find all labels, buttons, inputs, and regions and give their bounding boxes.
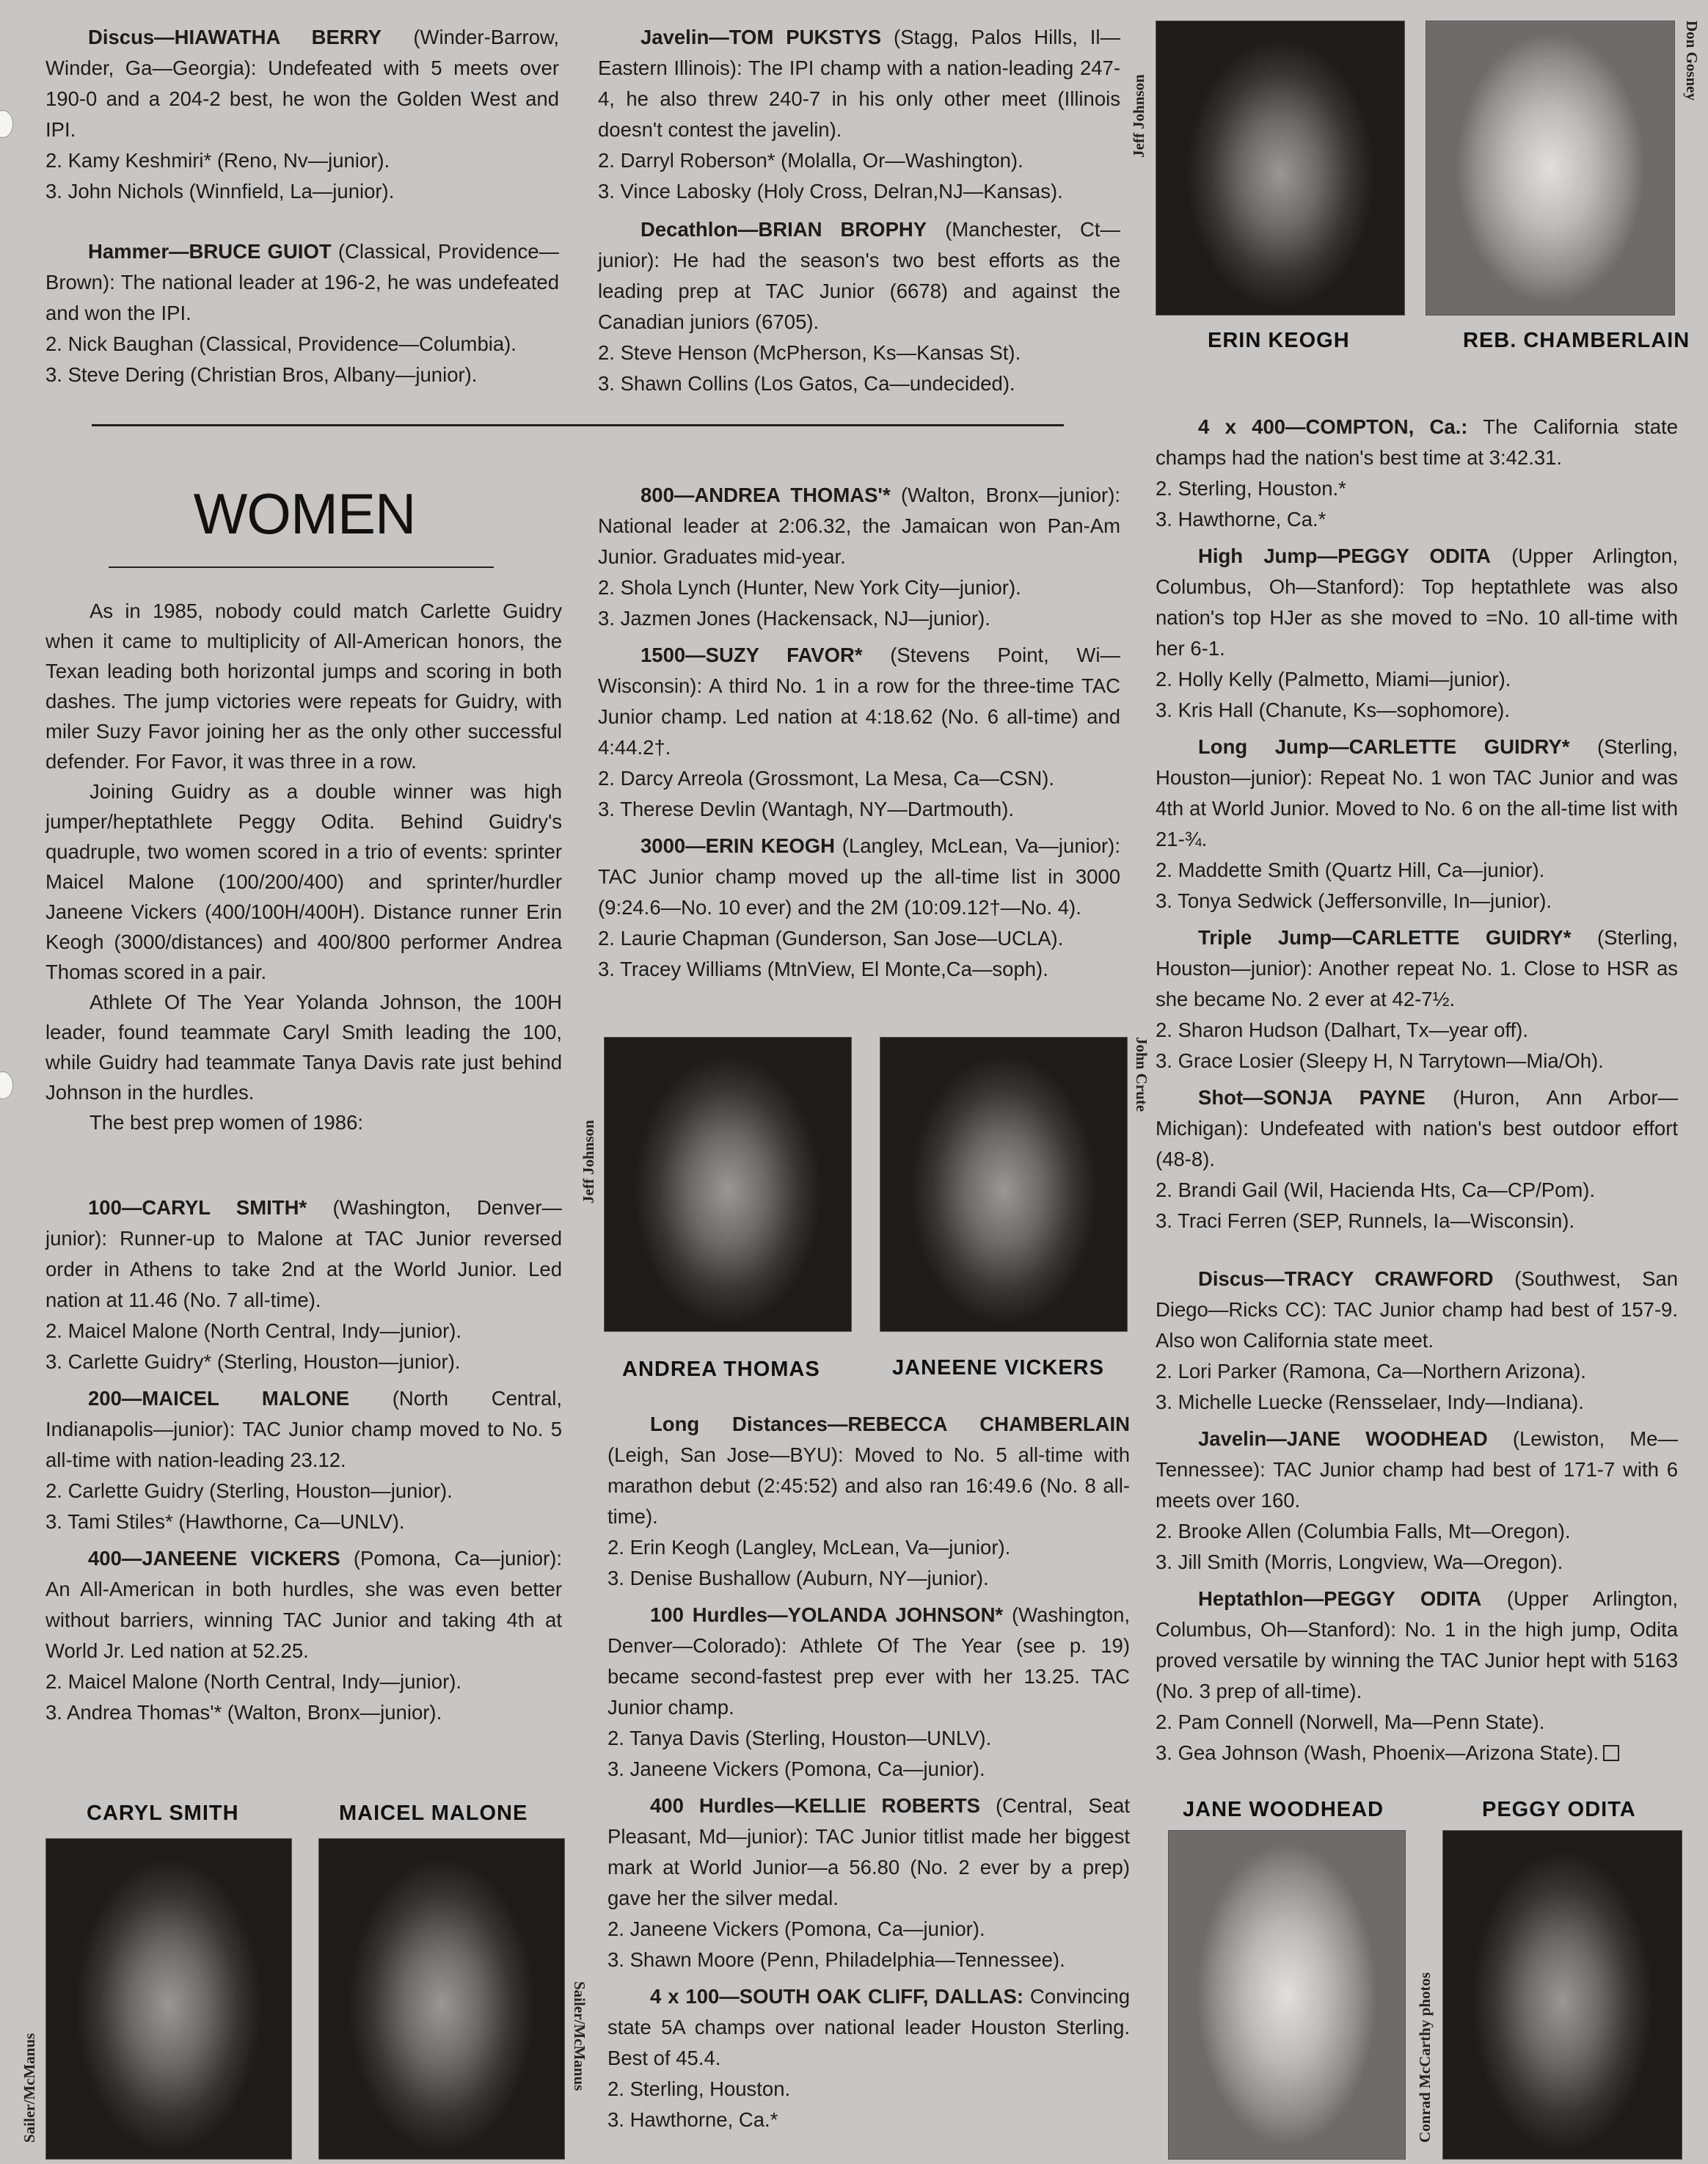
event-entry	[45, 1383, 562, 1537]
event-entry	[1156, 541, 1678, 726]
event-entry	[1156, 922, 1678, 1076]
event-title: Heptathlon—PEGGY ODITA	[1198, 1587, 1482, 1610]
event-title: 400—JANEENE VICKERS	[88, 1547, 340, 1570]
event-entry	[1156, 1584, 1678, 1768]
ranking-line: 2. Brooke Allen (Columbia Falls, Mt—Oregon).	[1156, 1520, 1571, 1542]
caption-peggy-odita: PEGGY ODITA	[1482, 1798, 1636, 1821]
punch-hole	[0, 110, 13, 138]
heading-rule	[109, 566, 494, 568]
event-description: (North Central, Indianapolis—junior): TAC Junior champ moved to No. 5 all-time with nation-leading 23.12.	[45, 1387, 563, 1471]
ranking-line: 3. Steve Dering (Christian Bros, Albany—junior).	[45, 363, 478, 386]
event-entry	[607, 1790, 1130, 1975]
ranking-line: 2. Laurie Chapman (Gunderson, San Jose—UCLA).	[598, 927, 1064, 950]
ranking-line: 2. Tanya Davis (Sterling, Houston—UNLV).	[607, 1727, 992, 1749]
ranking-line: 2. Sterling, Houston.	[607, 2077, 791, 2100]
section-divider	[92, 424, 1064, 426]
photo-janeene-vickers	[880, 1037, 1128, 1332]
ranking-line: 3. Andrea Thomas'* (Walton, Bronx—junior).	[45, 1701, 442, 1724]
event-title: Long Jump—CARLETTE GUIDRY*	[1198, 735, 1570, 758]
event-title: 4 x 100—SOUTH OAK CLIFF, DALLAS:	[650, 1985, 1024, 2008]
ranking-line: 2. Kamy Keshmiri* (Reno, Nv—junior).	[45, 149, 390, 172]
ranking-line: 3. Hawthorne, Ca.*	[1156, 508, 1326, 531]
credit-john-crute: John Crute	[1133, 1037, 1150, 1112]
ranking-line: 2. Maicel Malone (North Central, Indy—junior).	[45, 1670, 462, 1693]
ranking-line: 3. Kris Hall (Chanute, Ks—sophomore).	[1156, 699, 1510, 721]
ranking-line: 3. Tonya Sedwick (Jeffersonville, In—junior).	[1156, 889, 1552, 912]
event-entry	[1156, 1082, 1678, 1236]
caption-erin-keogh: ERIN KEOGH	[1208, 329, 1350, 352]
photo-erin-keogh	[1156, 21, 1405, 316]
ranking-line: 3. Therese Devlin (Wantagh, NY—Dartmouth).	[598, 798, 1015, 820]
event-entry	[598, 214, 1120, 399]
photo-jane-woodhead	[1168, 1830, 1406, 2160]
credit-jeff-johnson-2: Jeff Johnson	[580, 1120, 597, 1203]
intro-paragraph: As in 1985, nobody could match Carlette Guidry when it came to multiplicity of All-American honors, the Texan leading both horizontal jumps and scoring in both dashes. The jump victories were repeats for Guidry, with miler Suzy Favor joining her as the only other successful defender. For Favor, it was three in a row.	[45, 600, 562, 773]
event-title: 4 x 400—COMPTON, Ca.:	[1198, 415, 1468, 438]
ranking-line: 2. Maicel Malone (North Central, Indy—junior).	[45, 1319, 462, 1342]
ranking-line: 3. Grace Losier (Sleepy H, N Tarrytown—Mia/Oh).	[1156, 1049, 1604, 1072]
credit-don-gosney: Don Gosney	[1683, 21, 1701, 101]
event-description: (Lewiston, Me—Tennessee): TAC Junior champ had best of 171-7 with 6 meets over 160.	[1156, 1427, 1678, 1512]
event-entry	[45, 22, 559, 207]
women-column-3-bottom	[1156, 1264, 1678, 1768]
event-entry	[45, 1192, 562, 1377]
event-title: 3000—ERIN KEOGH	[640, 834, 835, 857]
credit-sailer-mcmanus-1: Sailer/McManus	[21, 2033, 38, 2143]
ranking-line: 3. Tami Stiles* (Hawthorne, Ca—UNLV).	[45, 1510, 405, 1533]
ranking-line: 3. Shawn Collins (Los Gatos, Ca—undecided).	[598, 372, 1015, 395]
event-entry	[598, 480, 1120, 634]
ranking-line: 2. Darryl Roberson* (Molalla, Or—Washington).	[598, 149, 1023, 172]
ranking-line: 2. Erin Keogh (Langley, McLean, Va—junior).	[607, 1536, 1011, 1559]
photo-rebecca-chamberlain	[1426, 21, 1675, 316]
ranking-line: 2. Sterling, Houston.*	[1156, 477, 1346, 500]
ranking-line: 2. Nick Baughan (Classical, Providence—Columbia).	[45, 332, 517, 355]
event-description: (Walton, Bronx—junior): National leader at 2:06.32, the Jamaican won Pan-Am Junior. Graduates mid-year.	[598, 484, 1121, 568]
event-title: Triple Jump—CARLETTE GUIDRY*	[1198, 926, 1572, 949]
photo-caryl-smith	[45, 1838, 292, 2160]
ranking-line: 2. Carlette Guidry (Sterling, Houston—junior).	[45, 1479, 453, 1502]
ranking-line: 2. Brandi Gail (Wil, Hacienda Hts, Ca—CP/Pom).	[1156, 1178, 1596, 1201]
event-description: (Winder-Barrow, Winder, Ga—Georgia): Undefeated with 5 meets over 190-0 and a 204-2 best, he won the Golden West and IPI.	[45, 26, 559, 141]
event-title: 400 Hurdles—KELLIE ROBERTS	[650, 1794, 980, 1817]
event-entry	[1156, 732, 1678, 917]
ranking-line: 3. Gea Johnson (Wash, Phoenix—Arizona State).	[1156, 1738, 1678, 1768]
caption-janeene-vickers: JANEENE VICKERS	[892, 1356, 1104, 1380]
ranking-line: 3. Vince Labosky (Holy Cross, Delran,NJ—Kansas).	[598, 180, 1063, 203]
ranking-line: 3. Carlette Guidry* (Sterling, Houston—junior).	[45, 1350, 461, 1373]
women-heading: WOMEN	[193, 481, 416, 546]
end-mark	[1603, 1745, 1619, 1761]
event-title: Discus—HIAWATHA BERRY	[88, 26, 382, 48]
event-description: (Sterling, Houston—junior): Repeat No. 1 won TAC Junior and was 4th at World Junior. Moved to No. 6 on the all-time list with 21-¾.	[1156, 735, 1679, 850]
event-description: (Huron, Ann Arbor—Michigan): Undefeated with nation's best outdoor effort (48-8).	[1156, 1086, 1678, 1170]
men-column-1	[45, 22, 559, 390]
event-description: (Leigh, San Jose—BYU): Moved to No. 5 all-time with marathon debut (2:45:52) and also ran 16:49.6 (No. 8 all-time).	[607, 1443, 1130, 1528]
credit-jeff-johnson-1: Jeff Johnson	[1130, 74, 1147, 158]
event-description: The California state champs had the nation's best time at 3:42.31.	[1156, 415, 1678, 469]
event-entry	[598, 831, 1120, 985]
ranking-line: 3. Denise Bushallow (Auburn, NY—junior).	[607, 1567, 989, 1589]
event-title: 1500—SUZY FAVOR*	[640, 644, 863, 666]
caption-jane-woodhead: JANE WOODHEAD	[1183, 1798, 1384, 1821]
event-entry	[607, 1981, 1130, 2135]
ranking-line: 2. Darcy Arreola (Grossmont, La Mesa, Ca—CSN).	[598, 767, 1054, 790]
event-entry	[1156, 1424, 1678, 1578]
women-column-1	[45, 1192, 562, 1728]
event-description: (Langley, McLean, Va—junior): TAC Junior champ moved up the all-time list in 3000 (9:24.6—No. 10 ever) and the 2M (10:09.12†—No. 4).	[598, 834, 1120, 919]
photo-maicel-malone	[318, 1838, 565, 2160]
ranking-line: 3. Traci Ferren (SEP, Runnels, Ia—Wisconsin).	[1156, 1209, 1575, 1232]
ranking-line: 2. Sharon Hudson (Dalhart, Tx—year off).	[1156, 1019, 1528, 1041]
event-entry	[45, 236, 559, 390]
event-description: (Southwest, San Diego—Ricks CC): TAC Junior champ had best of 157-9. Also won California state meet.	[1156, 1267, 1679, 1352]
credit-conrad-mccarthy: Conrad McCarthy photos	[1416, 1972, 1434, 2143]
event-title: Javelin—TOM PUKSTYS	[640, 26, 882, 48]
women-column-2-top	[598, 480, 1120, 985]
event-description: (Stevens Point, Wi—Wisconsin): A third No. 1 in a row for the three-time TAC Junior champ. Led nation at 4:18.62 (No. 6 all-time) and 4:44.2†.	[598, 644, 1120, 759]
punch-hole	[0, 1071, 13, 1099]
event-title: Discus—TRACY CRAWFORD	[1198, 1267, 1494, 1290]
photo-andrea-thomas	[604, 1037, 852, 1332]
event-title: 100 Hurdles—YOLANDA JOHNSON*	[650, 1603, 1004, 1626]
event-entry	[598, 22, 1120, 207]
event-entry	[607, 1600, 1130, 1785]
event-description: (Classical, Providence—Brown): The national leader at 196-2, he was undefeated and won the IPI.	[45, 240, 559, 324]
ranking-line: 2. Steve Henson (McPherson, Ks—Kansas St).	[598, 341, 1021, 364]
women-column-3-top	[1156, 412, 1678, 1236]
event-description: (Washington, Denver—Colorado): Athlete Of The Year (see p. 19) became second-fastest prep ever with her 13.25. TAC Junior champ.	[607, 1603, 1130, 1719]
ranking-line: 2. Holly Kelly (Palmetto, Miami—junior).	[1156, 668, 1511, 691]
event-title: High Jump—PEGGY ODITA	[1198, 544, 1492, 567]
caption-andrea-thomas: ANDREA THOMAS	[622, 1358, 820, 1381]
event-description: (Upper Arlington, Columbus, Oh—Stanford): No. 1 in the high jump, Odita proved versatile by winning the TAC Junior hept with 5163 (No. 3 prep of all-time).	[1156, 1587, 1678, 1702]
event-title: Decathlon—BRIAN BROPHY	[640, 218, 927, 241]
event-description: (Manchester, Ct—junior): He had the season's two best efforts as the leading prep at TAC Junior (6678) and against the Canadian juniors (6705).	[598, 218, 1120, 333]
event-title: Hammer—BRUCE GUIOT	[88, 240, 332, 263]
event-entry	[598, 640, 1120, 825]
ranking-line: 3. Tracey Williams (MtnView, El Monte,Ca—soph).	[598, 958, 1048, 980]
ranking-line: 2. Lori Parker (Ramona, Ca—Northern Arizona).	[1156, 1360, 1586, 1382]
event-entry	[45, 1543, 562, 1728]
event-description: (Central, Seat Pleasant, Md—junior): TAC Junior titlist made her biggest mark at World Junior—a 56.80 (No. 2 ever by a prep) gave her the silver medal.	[607, 1794, 1130, 1909]
event-entry	[607, 1409, 1130, 1594]
ranking-line: 2. Pam Connell (Norwell, Ma—Penn State).	[1156, 1711, 1545, 1733]
ranking-line: 3. Janeene Vickers (Pomona, Ca—junior).	[607, 1757, 985, 1780]
event-description: (Sterling, Houston—junior): Another repeat No. 1. Close to HSR as she became No. 2 ever at 42-7½.	[1156, 926, 1678, 1010]
event-entry	[1156, 1264, 1678, 1418]
event-title: 200—MAICEL MALONE	[88, 1387, 350, 1410]
ranking-line: 2. Janeene Vickers (Pomona, Ca—junior).	[607, 1917, 985, 1940]
ranking-line: 2. Shola Lynch (Hunter, New York City—junior).	[598, 576, 1021, 599]
event-description: (Stagg, Palos Hills, Il—Eastern Illinois): The IPI champ with a nation-leading 247-4, he also threw 240-7 in his only other meet (Illinois doesn't contest the javelin).	[598, 26, 1120, 141]
event-description: (Upper Arlington, Columbus, Oh—Stanford): Top heptathlete was also nation's top HJer as she moved to =No. 10 all-time with her 6-1.	[1156, 544, 1678, 660]
intro-paragraph: The best prep women of 1986:	[90, 1111, 364, 1134]
ranking-line: 2. Maddette Smith (Quartz Hill, Ca—junior).	[1156, 859, 1545, 881]
caption-caryl-smith: CARYL SMITH	[87, 1801, 239, 1825]
caption-reb-chamberlain: REB. CHAMBERLAIN	[1463, 329, 1690, 352]
men-column-2	[598, 22, 1120, 399]
caption-maicel-malone: MAICEL MALONE	[339, 1801, 528, 1825]
event-title: Long Distances—REBECCA CHAMBERLAIN	[650, 1413, 1130, 1435]
credit-sailer-mcmanus-2: Sailer/McManus	[571, 1981, 588, 2091]
women-column-2-bottom	[607, 1409, 1130, 2135]
ranking-line: 3. Jill Smith (Morris, Longview, Wa—Oregon).	[1156, 1551, 1563, 1573]
event-title: Javelin—JANE WOODHEAD	[1198, 1427, 1488, 1450]
ranking-line: 3. Shawn Moore (Penn, Philadelphia—Tennessee).	[607, 1948, 1065, 1971]
ranking-line: 3. Jazmen Jones (Hackensack, NJ—junior).	[598, 607, 990, 630]
ranking-line: 3. John Nichols (Winnfield, La—junior).	[45, 180, 395, 203]
event-description: (Pomona, Ca—junior): An All-American in both hurdles, she was even better without barriers, winning TAC Junior and taking 4th at World Jr. Led nation at 52.25.	[45, 1547, 563, 1662]
ranking-line: 3. Michelle Luecke (Rensselaer, Indy—Indiana).	[1156, 1391, 1584, 1413]
photo-peggy-odita	[1442, 1830, 1682, 2160]
event-title: Shot—SONJA PAYNE	[1198, 1086, 1426, 1109]
intro-paragraph: Joining Guidry as a double winner was high jumper/heptathlete Peggy Odita. Behind Guidry's quadruple, two women scored in a trio of events: sprinter Maicel Malone (100/200/400) and sprinter/hurdler Janeene Vickers (400/100H/400H). Distance runner Erin Keogh (3000/distances) and 400/800 performer Andrea Thomas scored in a pair.	[45, 780, 562, 983]
event-title: 800—ANDREA THOMAS'*	[640, 484, 891, 506]
event-description: (Washington, Denver—junior): Runner-up to Malone at TAC Junior reversed order in Athens to take 2nd at the World Junior. Led nation at 11.46 (No. 7 all-time).	[45, 1196, 562, 1311]
ranking-line: 3. Hawthorne, Ca.*	[607, 2108, 778, 2131]
intro-paragraph: Athlete Of The Year Yolanda Johnson, the 100H leader, found teammate Caryl Smith leading the 100, while Guidry had teammate Tanya Davis rate just behind Johnson in the hurdles.	[45, 991, 562, 1104]
event-entry	[1156, 412, 1678, 535]
women-intro	[45, 596, 562, 1137]
event-description: Convincing state 5A champs over national leader Houston Sterling. Best of 45.4.	[607, 1985, 1130, 2069]
event-title: 100—CARYL SMITH*	[88, 1196, 307, 1219]
